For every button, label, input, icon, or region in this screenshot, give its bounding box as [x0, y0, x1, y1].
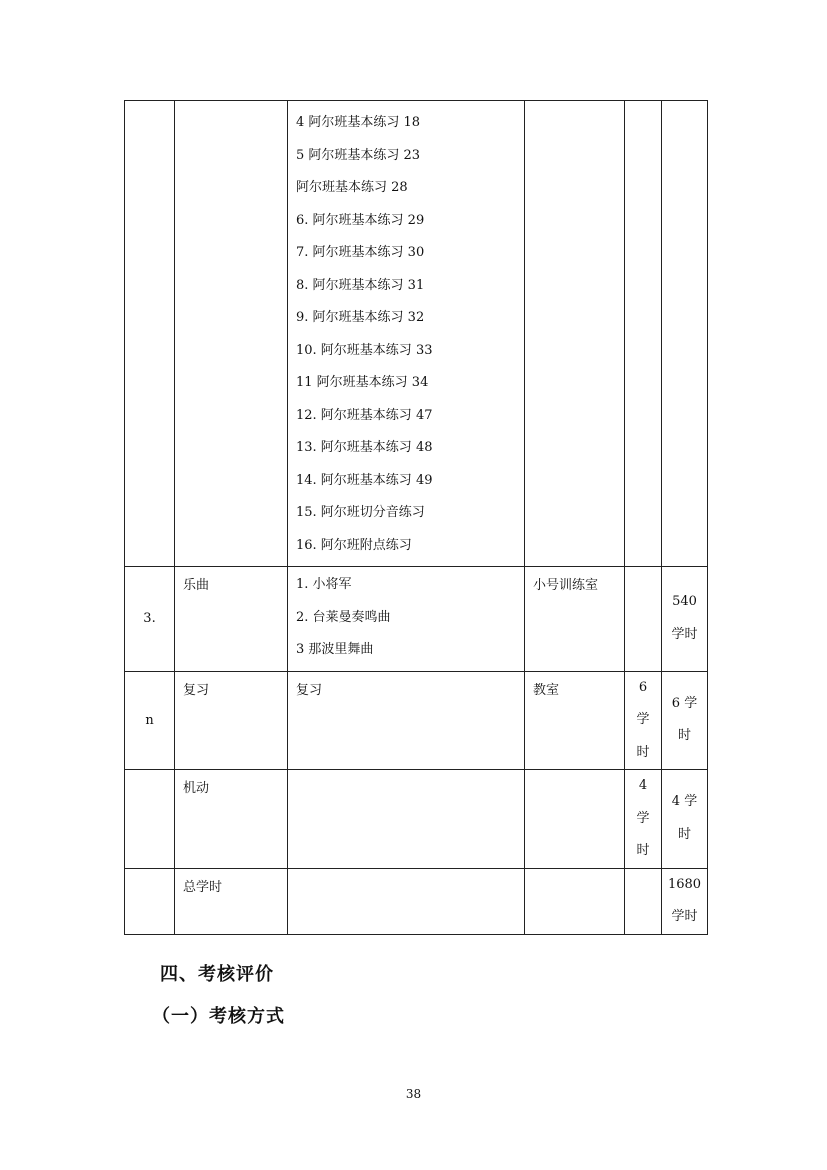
hours-unit: 时: [677, 728, 691, 744]
hours-value: 6 学: [671, 695, 698, 711]
table-row: [125, 770, 708, 869]
content-label: 复习: [296, 682, 323, 698]
category-cell: [175, 101, 288, 567]
weeks-char: 时: [636, 744, 650, 760]
location-cell: [525, 770, 625, 869]
table-row: [125, 567, 708, 672]
weeks-char: 学: [636, 712, 650, 727]
weeks-char: 4: [638, 778, 648, 793]
list-item: 8. 阿尔班基本练习 31: [296, 277, 425, 293]
list-item: 阿尔班基本练习 28: [296, 180, 408, 195]
list-item: 2. 台莱曼奏鸣曲: [296, 609, 391, 625]
category-cell: [175, 567, 288, 672]
category-cell: [175, 770, 288, 869]
weeks-char: 时: [636, 843, 650, 858]
list-item: 13. 阿尔班基本练习 48: [296, 440, 433, 455]
weeks-cell: [625, 770, 662, 869]
num-cell: [125, 868, 175, 934]
list-item: 11 阿尔班基本练习 34: [296, 375, 429, 390]
list-item: 5 阿尔班基本练习 23: [296, 147, 421, 163]
content-cell: [288, 101, 525, 567]
content-cell: [288, 770, 525, 869]
category-label: 机动: [183, 781, 210, 796]
list-item: 9. 阿尔班基本练习 32: [296, 310, 425, 325]
list-item: 7. 阿尔班基本练习 30: [296, 245, 425, 260]
content-list: [288, 101, 524, 566]
location-cell: [525, 671, 625, 770]
table-row: [125, 101, 708, 567]
table-row: [125, 671, 708, 770]
num-cell: [125, 101, 175, 567]
list-item: 12. 阿尔班基本练习 47: [296, 407, 433, 423]
num-cell: [125, 770, 175, 869]
content-cell: [288, 868, 525, 934]
hours-unit: 学时: [671, 909, 698, 924]
weeks-char: 6: [638, 679, 648, 695]
weeks-cell: [625, 671, 662, 770]
list-item: 14. 阿尔班基本练习 49: [296, 472, 433, 488]
category-label: 乐曲: [183, 578, 210, 593]
weeks-cell: [625, 101, 662, 567]
location-label: 教室: [533, 682, 560, 698]
content-cell: [288, 671, 525, 770]
section-heading: 四、考核评价: [160, 964, 274, 985]
hours-unit: 时: [677, 826, 691, 842]
hours-cell: [662, 567, 708, 672]
weeks-cell: [625, 567, 662, 672]
list-item: 4 阿尔班基本练习 18: [296, 115, 421, 130]
content-cell: [288, 567, 525, 672]
list-item: 6. 阿尔班基本练习 29: [296, 212, 425, 228]
location-label: 小号训练室: [533, 578, 599, 593]
list-item: 3 那波里舞曲: [296, 642, 374, 657]
location-cell: [525, 101, 625, 567]
page-number: 38: [405, 1087, 422, 1101]
weeks-cell: [625, 868, 662, 934]
location-cell: [525, 567, 625, 672]
table-row: [125, 868, 708, 934]
location-cell: [525, 868, 625, 934]
hours-value: 540: [672, 594, 697, 610]
category-cell: [175, 868, 288, 934]
subsection-heading: （一）考核方式: [152, 1006, 285, 1027]
hours-cell: [662, 671, 708, 770]
hours-cell: [662, 868, 708, 934]
category-label: 总学时: [183, 879, 223, 895]
list-item: 1. 小将军: [296, 577, 352, 592]
hours-cell: [662, 101, 708, 567]
row-number: 3.: [125, 567, 175, 672]
list-item: 10. 阿尔班基本练习 33: [296, 342, 433, 358]
hours-cell: [662, 770, 708, 869]
category-cell: [175, 671, 288, 770]
list-item: 15. 阿尔班切分音练习: [296, 505, 425, 520]
weeks-char: 学: [636, 810, 650, 826]
content-list: [288, 567, 524, 671]
list-item: 16. 阿尔班附点练习: [296, 537, 412, 553]
row-number: n: [125, 671, 175, 770]
hours-value: 4 学: [671, 794, 698, 810]
hours-value: 1680: [667, 876, 702, 892]
course-schedule-table: [124, 100, 708, 935]
category-label: 复习: [183, 682, 210, 698]
hours-unit: 学时: [671, 626, 698, 642]
